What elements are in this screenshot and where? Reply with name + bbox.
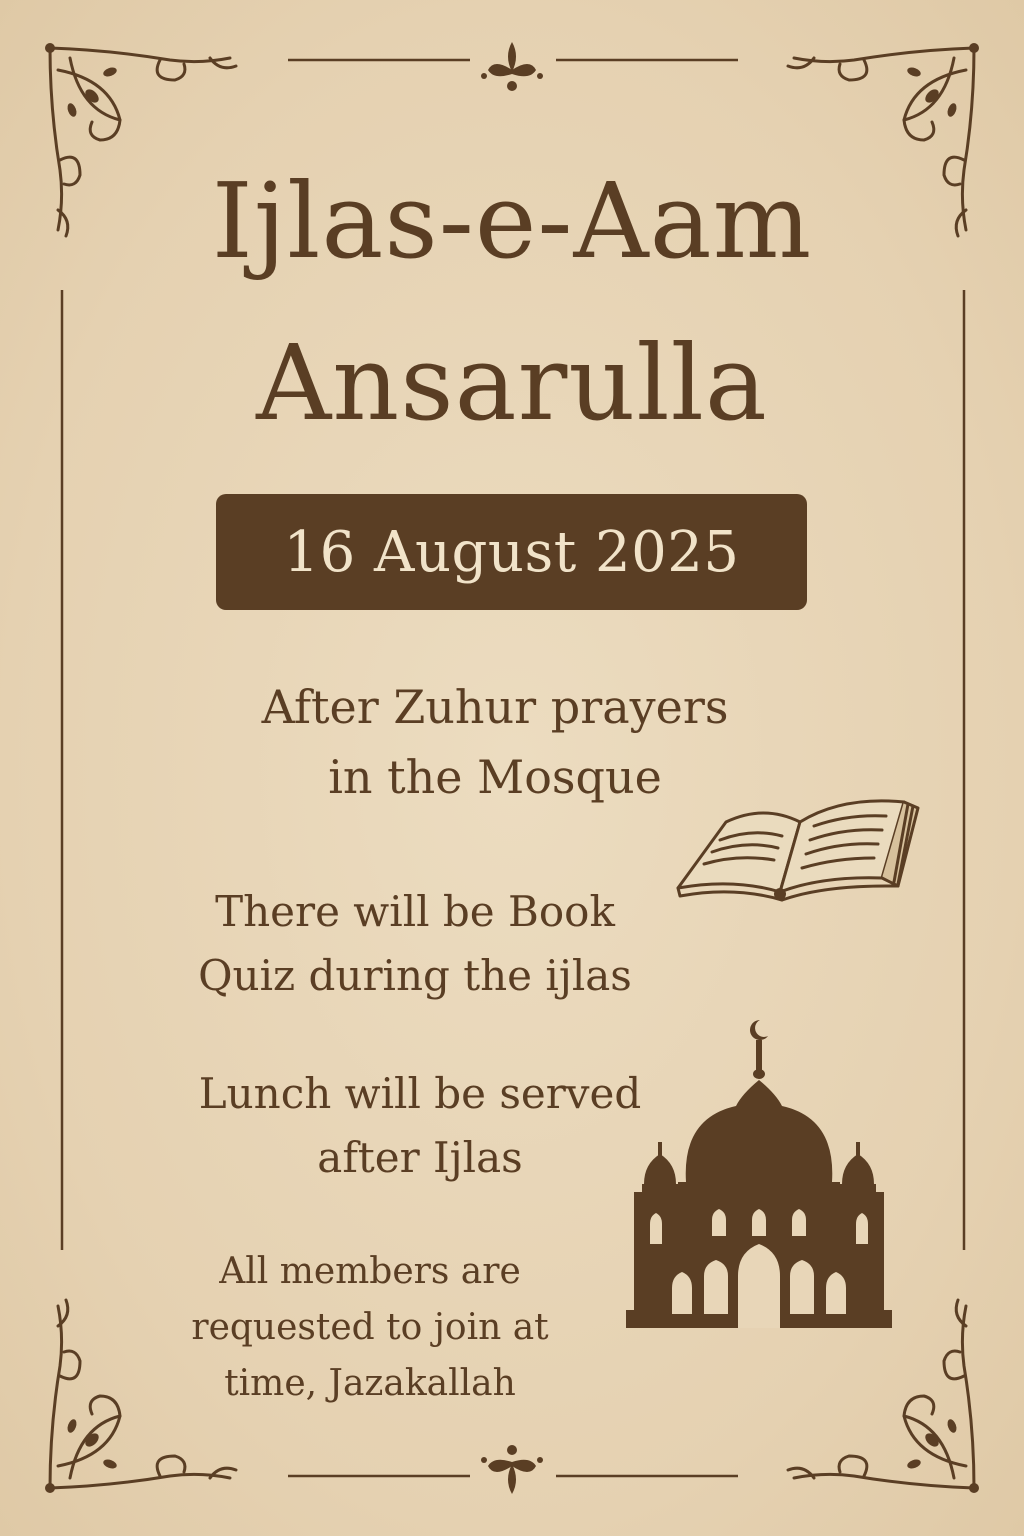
title-line-2: Ansarulla (256, 322, 768, 444)
open-book-icon (672, 782, 928, 904)
corner-flourish-bottom-right (788, 1300, 974, 1488)
lunch-line-1: Lunch will be served (198, 1069, 642, 1118)
prayer-line-1: After Zuhur prayers (261, 680, 729, 734)
quiz-info (130, 880, 700, 1008)
fleur-ornament-bottom (481, 1445, 543, 1494)
fleur-ornament-top (481, 42, 543, 91)
date-badge (216, 494, 807, 610)
prayer-line-2: in the Mosque (328, 750, 662, 804)
members-line-3: time, Jazakallah (224, 1363, 516, 1404)
title-line-1: Ijlas-e-Aam (211, 160, 813, 282)
event-date: 16 August 2025 (283, 519, 740, 585)
mosque-icon (620, 1014, 898, 1328)
lunch-line-2: after Ijlas (317, 1133, 523, 1182)
quiz-line-1: There will be Book (215, 887, 615, 936)
members-line-2: requested to join at (191, 1307, 549, 1348)
members-info (100, 1244, 640, 1412)
members-line-1: All members are (219, 1251, 521, 1292)
quiz-line-2: Quiz during the ijlas (198, 951, 632, 1000)
